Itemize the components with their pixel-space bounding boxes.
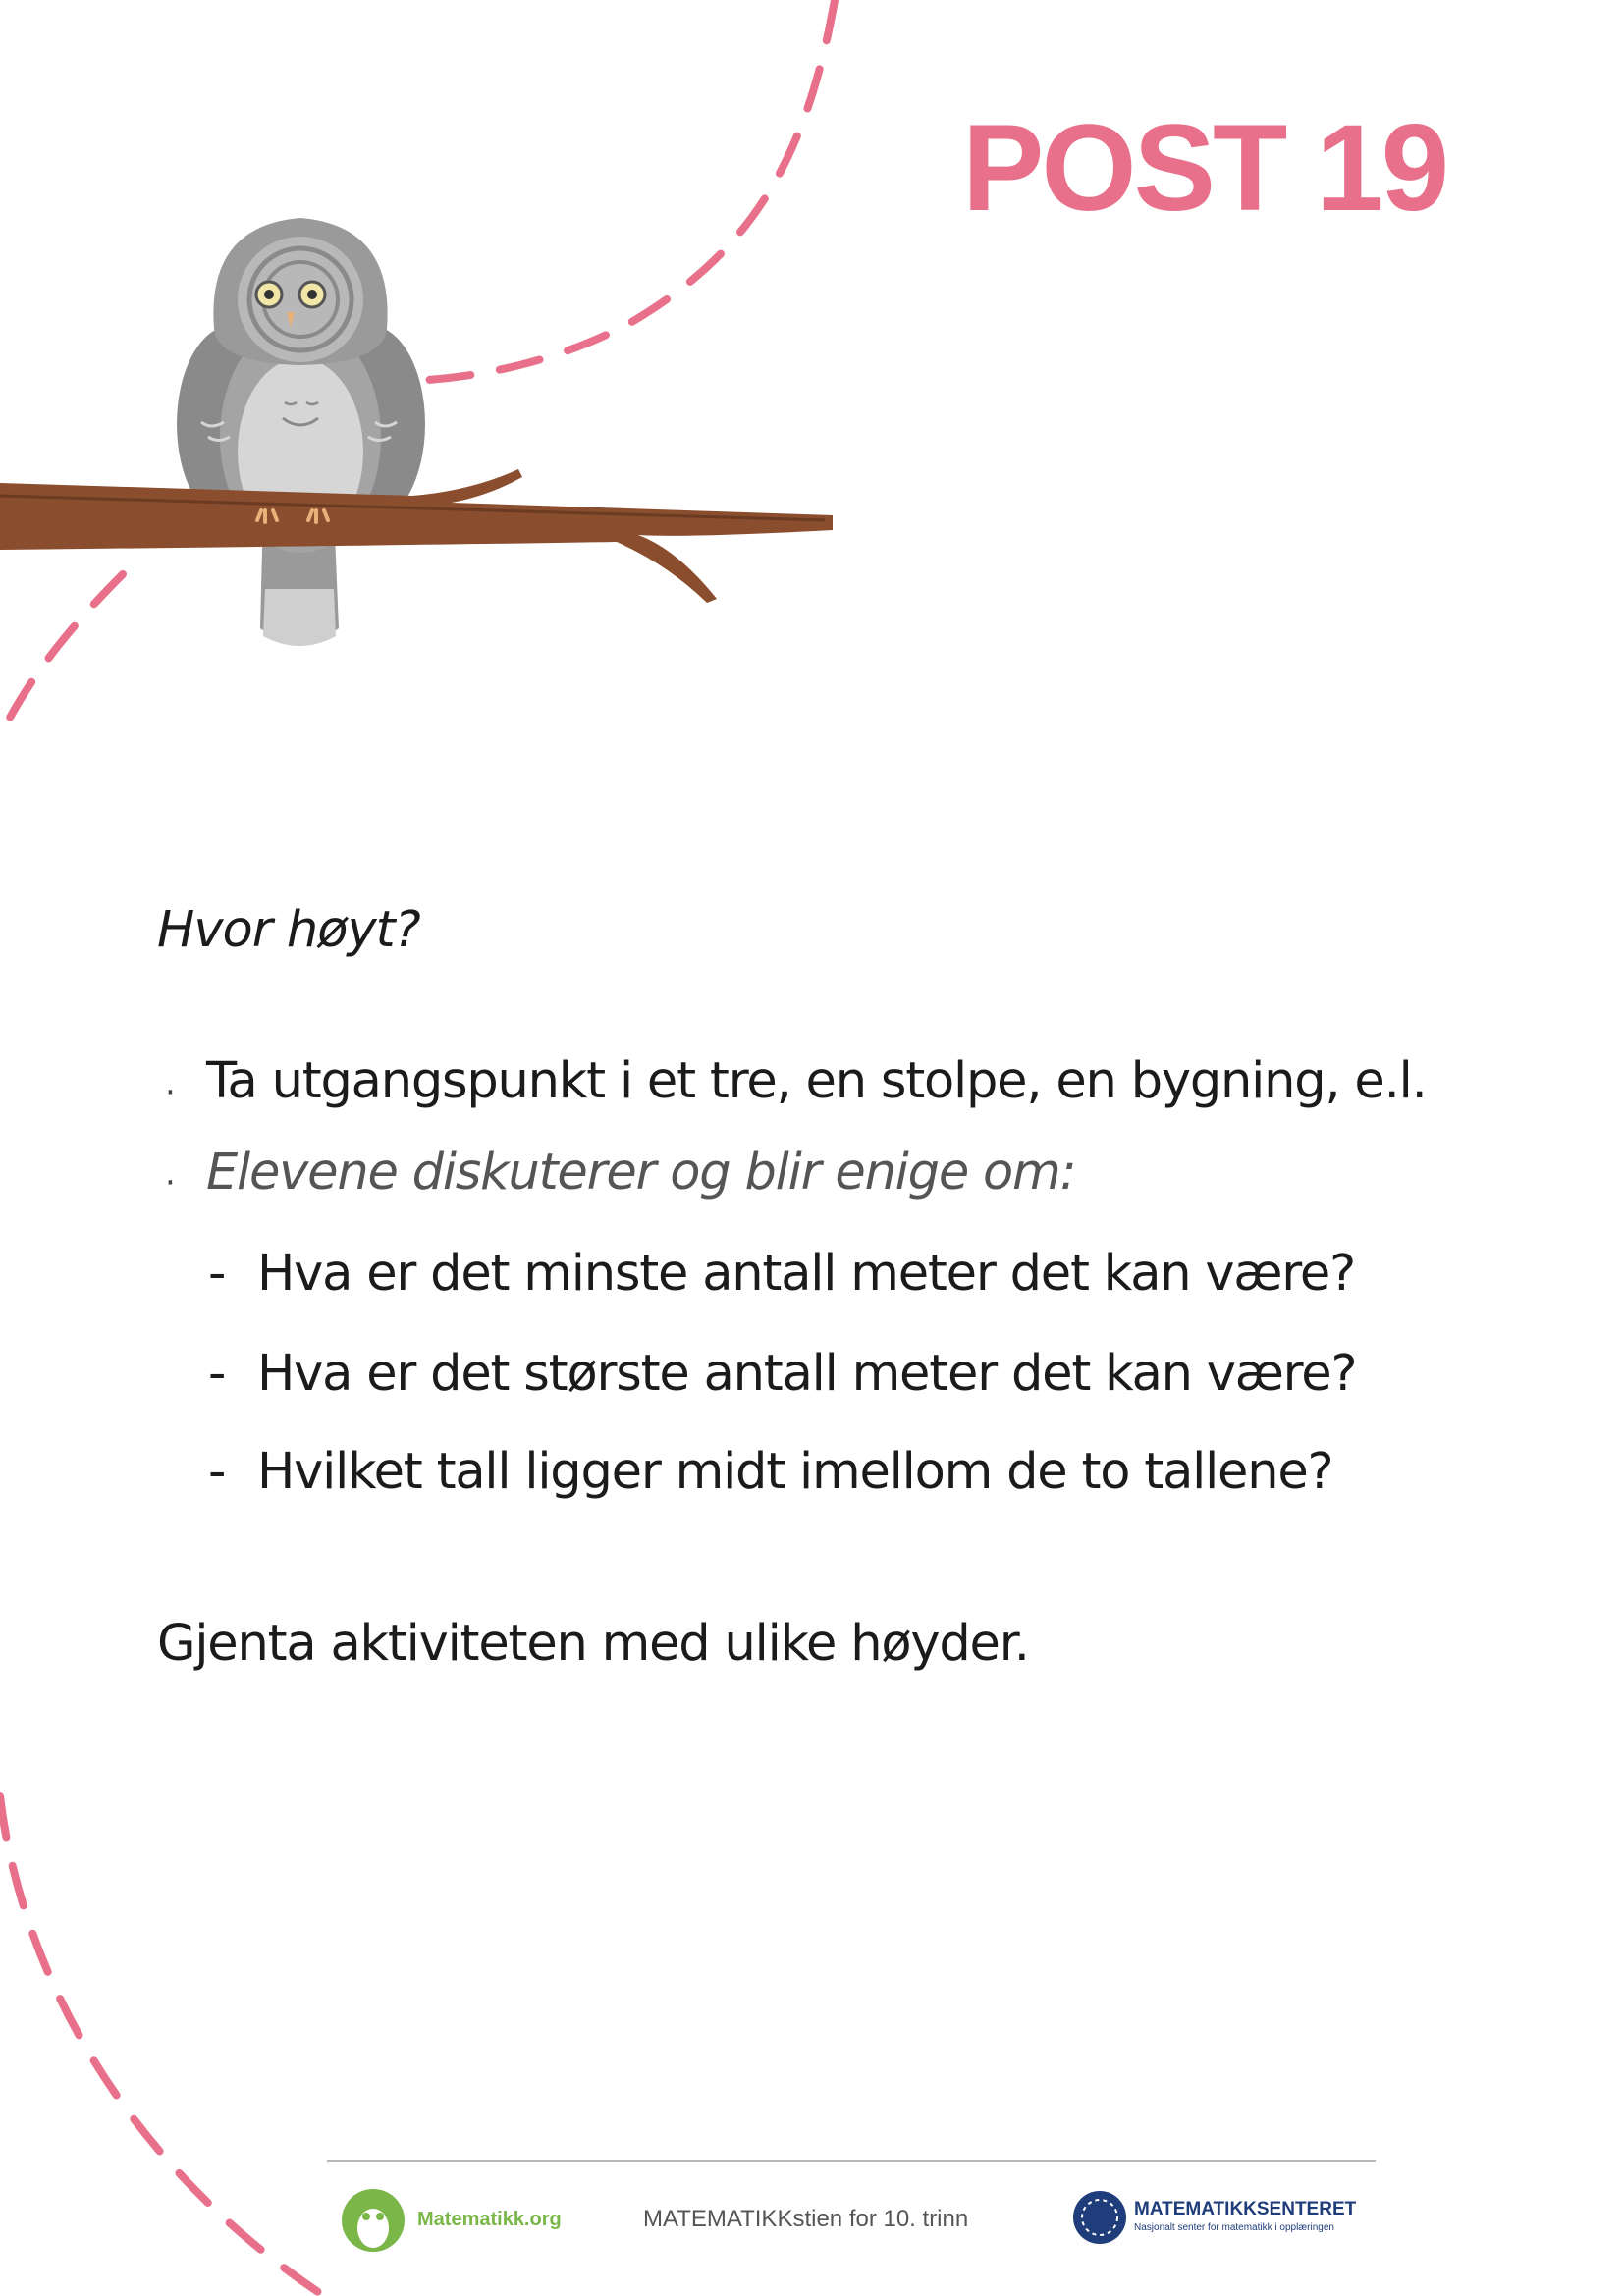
footer-divider [327, 2160, 1376, 2162]
dashed-path-top [412, 0, 835, 381]
sub-item-3: Hvilket tall ligger midt imellom de to tallene? [257, 1443, 1333, 1501]
matematikksenteret-logo-icon [1073, 2191, 1126, 2244]
footer-left-logo-text: Matematikk.org [417, 2209, 562, 2230]
dash-marker: - [208, 1245, 226, 1303]
bullet-marker: · [165, 1163, 176, 1202]
owl-illustration [177, 218, 425, 646]
dash-marker: - [208, 1345, 226, 1403]
dash-marker: - [208, 1443, 226, 1501]
footer-right-logo-title: MATEMATIKKSENTERET [1134, 2199, 1357, 2219]
sub-item-1: Hva er det minste antall meter det kan være? [257, 1245, 1355, 1303]
bullet-item-1: Ta utgangspunkt i et tre, en stolpe, en bygning, e.l. [206, 1052, 1427, 1110]
bullet-marker: · [165, 1073, 176, 1112]
footer-center-text: MATEMATIKKstien for 10. trinn [643, 2206, 969, 2232]
dashed-path-bottom [0, 1796, 324, 2296]
owl-logo-icon [342, 2189, 405, 2252]
sub-item-2: Hva er det største antall meter det kan være? [257, 1345, 1357, 1403]
branch-illustration [0, 469, 833, 603]
closing-text: Gjenta aktiviteten med ulike høyder. [157, 1615, 1029, 1673]
question-heading: Hvor høyt? [157, 901, 420, 959]
bullet-item-2: Elevene diskuterer og blir enige om: [206, 1144, 1076, 1201]
footer-right-logo-subtitle: Nasjonalt senter for matematikk i opplæringen [1134, 2222, 1334, 2233]
dashed-path-middle [0, 574, 123, 736]
post-title: POST 19 [962, 100, 1447, 237]
